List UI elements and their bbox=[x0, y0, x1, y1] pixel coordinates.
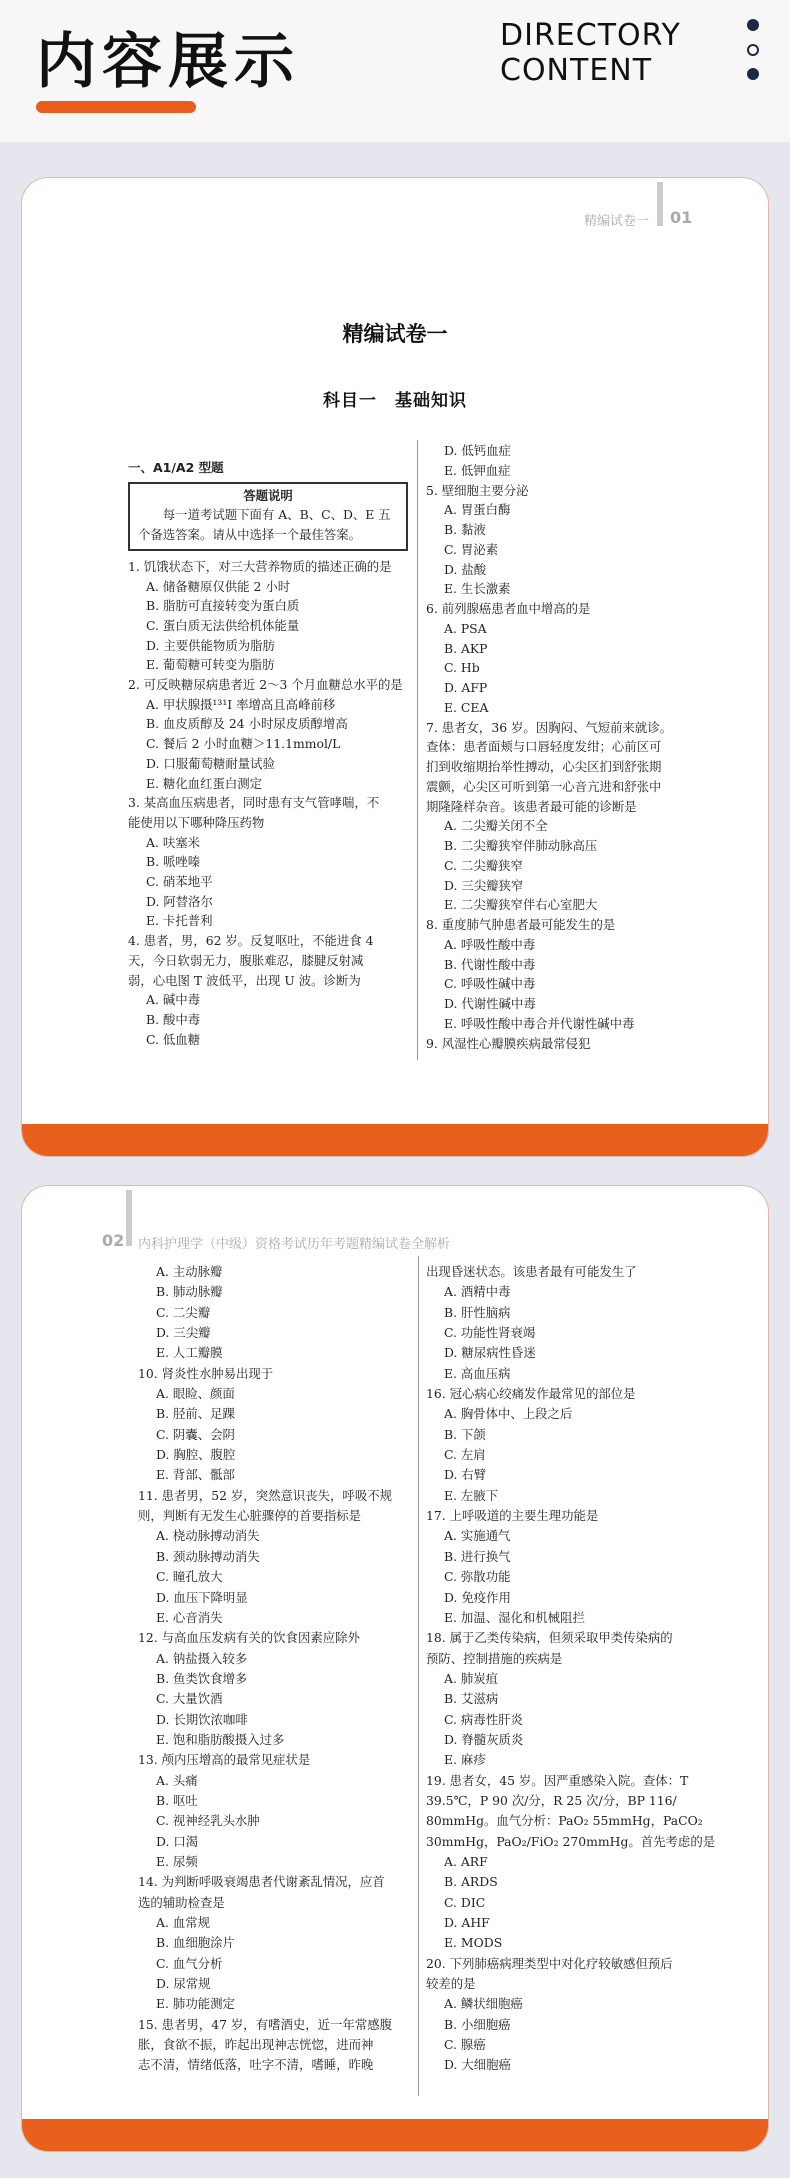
answer-option: D. AHF bbox=[444, 1915, 490, 1930]
answer-option: D. 大细胞癌 bbox=[444, 2057, 511, 2073]
answer-option: A. 呋塞米 bbox=[146, 834, 200, 850]
question-item bbox=[138, 1628, 413, 1750]
answer-option: B. ARDS bbox=[444, 1874, 498, 1890]
question-item bbox=[426, 1262, 726, 1384]
question-stem: 13. 颅内压增高的最常见症状是 bbox=[138, 1752, 311, 1768]
question-item bbox=[128, 931, 408, 1049]
answer-option: C. 血气分析 bbox=[156, 1955, 223, 1971]
answer-option: C. 呼吸性碱中毒 bbox=[444, 976, 536, 992]
answer-option: D. 口渴 bbox=[156, 1833, 199, 1849]
page-footer-bar bbox=[22, 1124, 768, 1156]
right-column bbox=[426, 441, 726, 1053]
page-number: 02 bbox=[102, 1231, 125, 1250]
left-column bbox=[138, 1262, 413, 2076]
answer-option: E. 背部、骶部 bbox=[156, 1467, 235, 1483]
answer-option: B. 哌唑嗪 bbox=[146, 854, 201, 870]
answer-option: E. 卡托普利 bbox=[146, 913, 213, 929]
answer-option: B. 血细胞涂片 bbox=[156, 1935, 235, 1951]
dot-icon-filled-1 bbox=[747, 19, 759, 31]
answer-option: A. 桡动脉搏动消失 bbox=[156, 1528, 260, 1544]
instructions-text: 每一道考试题下面有 A、B、C、D、E 五个备选答案。请从中选择一个最佳答案。 bbox=[138, 507, 391, 543]
answer-option: D. 糖尿病性昏迷 bbox=[444, 1345, 536, 1361]
left-column bbox=[128, 458, 408, 1049]
question-stem: 6. 前列腺癌患者血中增高的是 bbox=[426, 601, 591, 616]
question-item bbox=[426, 1034, 726, 1054]
running-head: 内科护理学（中级）资格考试历年考题精编试卷全解析 bbox=[138, 1237, 451, 1252]
question-stem: 19. 患者女，45 岁。因严重感染入院。查体：T 39.5℃，P 90 次/分，R 25 次/分，BP 116/ 80mmHg。血气分析：PaO₂ 55mmHg，PaCO₂ 30mmHg，PaO₂/FiO₂ 270mmHg。首先考虑的是 bbox=[426, 1772, 716, 1849]
answer-option: D. 代谢性碱中毒 bbox=[444, 996, 536, 1011]
question-stem: 出现昏迷状态。该患者最有可能发生了 bbox=[426, 1264, 637, 1279]
page-subtitle: 科目一 基础知识 bbox=[323, 391, 467, 411]
answer-option: B. 血皮质醇及 24 小时尿皮质醇增高 bbox=[146, 716, 348, 732]
question-stem: 15. 患者男，47 岁，有嗜酒史，近一年常感腹 胀，食欲不振，昨起出现神志恍惚，进而神 志不清，情绪低落，吐字不清，嗜睡，昨晚 bbox=[138, 2016, 392, 2073]
answer-option: D. AFP bbox=[444, 680, 488, 695]
question-item bbox=[426, 441, 726, 481]
answer-option: D. 脊髓灰质炎 bbox=[444, 1731, 524, 1747]
dot-icon-filled-2 bbox=[747, 68, 759, 80]
answer-option: C. 左肩 bbox=[444, 1447, 486, 1463]
answer-option: B. 代谢性酸中毒 bbox=[444, 956, 536, 972]
answer-option: A. 眼睑、颜面 bbox=[156, 1386, 235, 1402]
answer-option: C. 餐后 2 小时血糖＞11.1mmol/L bbox=[146, 736, 341, 752]
header bbox=[0, 0, 790, 142]
question-stem: 3. 某高血压病患者，同时患有支气管哮喘，不 能使用以下哪种降压药物 bbox=[128, 795, 380, 830]
answer-option: D. 阿替洛尔 bbox=[146, 893, 213, 909]
answer-option: B. 黏液 bbox=[444, 522, 486, 537]
dot-icon-hollow bbox=[747, 44, 759, 56]
answer-option: E. 饱和脂肪酸摄入过多 bbox=[156, 1731, 285, 1747]
answer-option: E. 麻疹 bbox=[444, 1752, 486, 1768]
running-head-bar bbox=[126, 1190, 132, 1246]
question-item bbox=[426, 718, 726, 916]
column-divider bbox=[417, 440, 418, 1060]
question-item bbox=[426, 599, 726, 718]
answer-option: D. 三尖瓣狭窄 bbox=[444, 877, 524, 893]
answer-option: B. 肝性脑病 bbox=[444, 1304, 511, 1320]
answer-option: A. 胃蛋白酶 bbox=[444, 502, 511, 518]
answer-option: A. 头痛 bbox=[156, 1772, 198, 1788]
question-stem: 12. 与高血压发病有关的饮食因素应除外 bbox=[138, 1630, 360, 1646]
answer-option: D. 口服葡萄糖耐量试验 bbox=[146, 755, 275, 771]
answer-option: E. 葡萄糖可转变为脂肪 bbox=[146, 657, 275, 673]
answer-option: B. 下颌 bbox=[444, 1426, 486, 1442]
question-stem: 20. 下列肺癌病理类型中对化疗较敏感但预后 较差的是 bbox=[426, 1955, 673, 1992]
question-stem: 9. 风湿性心瓣膜疾病最常侵犯 bbox=[426, 1035, 591, 1051]
answer-option: A. 血常规 bbox=[156, 1915, 210, 1930]
answer-option: C. 弥散功能 bbox=[444, 1569, 511, 1585]
answer-option: E. 尿频 bbox=[156, 1853, 198, 1869]
answer-option: C. 瞳孔放大 bbox=[156, 1569, 223, 1585]
instructions-box bbox=[128, 482, 408, 551]
answer-option: B. 酸中毒 bbox=[146, 1011, 201, 1027]
question-item bbox=[426, 1771, 726, 1954]
answer-option: C. Hb bbox=[444, 660, 480, 676]
header-en-line1: DIRECTORY bbox=[500, 18, 681, 53]
question-item bbox=[128, 675, 408, 793]
answer-option: D. 三尖瓣 bbox=[156, 1325, 211, 1341]
answer-option: C. DIC bbox=[444, 1894, 486, 1910]
question-stem: 2. 可反映糖尿病患者近 2～3 个月血糖总水平的是 bbox=[128, 677, 403, 693]
answer-option: E. 二尖瓣狭窄伴右心室肥大 bbox=[444, 897, 598, 913]
question-item bbox=[426, 1506, 726, 1628]
answer-option: E. CEA bbox=[444, 699, 489, 715]
answer-option: C. 病毒性肝炎 bbox=[444, 1711, 523, 1727]
answer-option: A. 鳞状细胞癌 bbox=[444, 1996, 523, 2012]
section-heading: 一、A1/A2 型题 bbox=[128, 460, 224, 475]
answer-option: D. 右臂 bbox=[444, 1467, 487, 1483]
question-stem: 4. 患者，男，62 岁。反复呕吐，不能进食 4 天，今日软弱无力，腹胀难忍，膝腱反射减 弱，心电图 T 波低平，出现 U 波。诊断为 bbox=[128, 933, 374, 988]
answer-option: C. 低血糖 bbox=[146, 1031, 201, 1047]
question-item bbox=[426, 1384, 726, 1506]
answer-option: D. 低钙血症 bbox=[444, 443, 511, 458]
question-stem: 7. 患者女，36 岁。因胸闷、气短前来就诊。 查体：患者面颊与口唇轻度发绀；心前区可 扪到收缩期抬举性搏动，心尖区扪到舒张期 震颤，心尖区可听到第一心音亢进和舒张中 期隆隆样杂音。该患者最可能的诊断是 bbox=[426, 719, 673, 814]
answer-option: C. 二尖瓣 bbox=[156, 1304, 211, 1320]
answer-option: C. 蛋白质无法供给机体能量 bbox=[146, 617, 300, 633]
answer-option: D. 主要供能物质为脂肪 bbox=[146, 637, 275, 653]
instructions-title: 答题说明 bbox=[243, 487, 293, 503]
answer-option: D. 胸腔、腹腔 bbox=[156, 1447, 236, 1463]
question-stem: 11. 患者男，52 岁，突然意识丧失，呼吸不规 则，判断有无发生心脏骤停的首要指标是 bbox=[138, 1487, 392, 1524]
answer-option: C. 视神经乳头水肿 bbox=[156, 1813, 260, 1829]
question-item bbox=[138, 2015, 413, 2076]
answer-option: A. 钠盐摄入较多 bbox=[156, 1650, 248, 1666]
answer-option: A. 实施通气 bbox=[444, 1528, 511, 1544]
answer-option: E. 人工瓣膜 bbox=[156, 1345, 223, 1361]
answer-option: A. PSA bbox=[444, 620, 487, 636]
answer-option: A. ARF bbox=[444, 1853, 488, 1869]
answer-option: B. 脂肪可直接转变为蛋白质 bbox=[146, 598, 300, 614]
header-underline-bar bbox=[36, 101, 196, 113]
answer-option: E. 加温、湿化和机械阻拦 bbox=[444, 1609, 585, 1625]
page-1 bbox=[22, 178, 768, 1156]
answer-option: A. 碱中毒 bbox=[146, 992, 200, 1008]
answer-option: B. 颈动脉搏动消失 bbox=[156, 1548, 260, 1564]
question-stem: 17. 上呼吸道的主要生理功能是 bbox=[426, 1508, 599, 1524]
answer-option: B. 鱼类饮食增多 bbox=[156, 1670, 248, 1686]
question-stem: 14. 为判断呼吸衰竭患者代谢紊乱情况，应首 选的辅助检查是 bbox=[138, 1874, 385, 1910]
page-title: 精编试卷一 bbox=[342, 321, 448, 346]
answer-option: B. 进行换气 bbox=[444, 1548, 511, 1564]
answer-option: B. 艾滋病 bbox=[444, 1691, 499, 1707]
answer-option: B. 胫前、足踝 bbox=[156, 1406, 235, 1422]
answer-option: A. 呼吸性酸中毒 bbox=[444, 936, 536, 952]
answer-option: A. 储备糖原仅供能 2 小时 bbox=[146, 578, 291, 594]
answer-option: C. 胃泌素 bbox=[444, 541, 499, 557]
page-number: 01 bbox=[670, 208, 693, 227]
answer-option: E. MODS bbox=[444, 1935, 503, 1951]
answer-option: D. 尿常规 bbox=[156, 1976, 211, 1992]
question-stem: 5. 壁细胞主要分泌 bbox=[426, 482, 529, 498]
right-column bbox=[426, 1262, 726, 2076]
answer-option: A. 甲状腺摄¹³¹I 率增高且高峰前移 bbox=[146, 696, 336, 712]
question-item bbox=[138, 1872, 413, 2014]
answer-option: B. 肺动脉瓣 bbox=[156, 1284, 223, 1300]
answer-option: E. 心音消失 bbox=[156, 1609, 223, 1625]
answer-option: A. 胸骨体中、上段之后 bbox=[444, 1406, 573, 1422]
question-item bbox=[426, 481, 726, 600]
answer-option: C. 二尖瓣狭窄 bbox=[444, 857, 523, 873]
header-title: 内容展示 bbox=[36, 27, 300, 97]
question-item bbox=[138, 1486, 413, 1628]
header-english bbox=[500, 18, 681, 88]
running-head-bar bbox=[657, 182, 663, 226]
answer-option: B. 二尖瓣狭窄伴肺动脉高压 bbox=[444, 838, 598, 853]
question-item bbox=[426, 1628, 726, 1770]
answer-option: E. 低钾血症 bbox=[444, 462, 511, 478]
answer-option: D. 血压下降明显 bbox=[156, 1589, 248, 1605]
question-item bbox=[426, 915, 726, 1034]
running-head: 精编试卷一 bbox=[584, 214, 650, 229]
answer-option: C. 硝苯地平 bbox=[146, 874, 213, 890]
answer-option: B. 小细胞癌 bbox=[444, 2016, 511, 2032]
answer-option: D. 盐酸 bbox=[444, 561, 487, 577]
column-divider bbox=[418, 1256, 419, 2096]
answer-option: B. AKP bbox=[444, 640, 488, 656]
question-item bbox=[128, 793, 408, 931]
answer-option: C. 大量饮酒 bbox=[156, 1691, 223, 1707]
question-item bbox=[138, 1750, 413, 1872]
question-item bbox=[138, 1262, 413, 1364]
answer-option: E. 生长激素 bbox=[444, 581, 511, 597]
answer-option: E. 肺功能测定 bbox=[156, 1996, 235, 2012]
answer-option: A. 主动脉瓣 bbox=[156, 1264, 223, 1279]
question-stem: 1. 饥饿状态下，对三大营养物质的描述正确的是 bbox=[128, 558, 392, 574]
answer-option: D. 免疫作用 bbox=[444, 1589, 511, 1605]
answer-option: A. 二尖瓣关闭不全 bbox=[444, 818, 548, 834]
answer-option: E. 左腋下 bbox=[444, 1487, 499, 1503]
answer-option: B. 呕吐 bbox=[156, 1792, 198, 1808]
question-list bbox=[128, 557, 408, 1050]
question-stem: 8. 重度肺气肿患者最可能发生的是 bbox=[426, 917, 616, 932]
answer-option: C. 功能性肾衰竭 bbox=[444, 1325, 536, 1341]
header-en-line2: CONTENT bbox=[500, 53, 653, 88]
answer-option: D. 长期饮浓咖啡 bbox=[156, 1711, 248, 1727]
question-item bbox=[128, 557, 408, 675]
answer-option: C. 阴囊、会阴 bbox=[156, 1426, 235, 1442]
question-stem: 18. 属于乙类传染病，但须采取甲类传染病的 预防、控制措施的疾病是 bbox=[426, 1630, 673, 1666]
page-2 bbox=[22, 1186, 768, 2151]
question-stem: 16. 冠心病心绞痛发作最常见的部位是 bbox=[426, 1386, 636, 1402]
question-stem: 10. 肾炎性水肿易出现于 bbox=[138, 1365, 274, 1381]
answer-option: E. 糖化血红蛋白测定 bbox=[146, 775, 263, 791]
answer-option: A. 肺炭疽 bbox=[444, 1670, 498, 1686]
answer-option: E. 呼吸性酸中毒合并代谢性碱中毒 bbox=[444, 1015, 635, 1031]
answer-option: A. 酒精中毒 bbox=[444, 1284, 511, 1300]
answer-option: E. 高血压病 bbox=[444, 1365, 511, 1381]
question-item bbox=[426, 1954, 726, 2076]
page-footer-bar bbox=[22, 2119, 768, 2151]
question-item bbox=[138, 1364, 413, 1486]
answer-option: C. 腺癌 bbox=[444, 2037, 486, 2053]
